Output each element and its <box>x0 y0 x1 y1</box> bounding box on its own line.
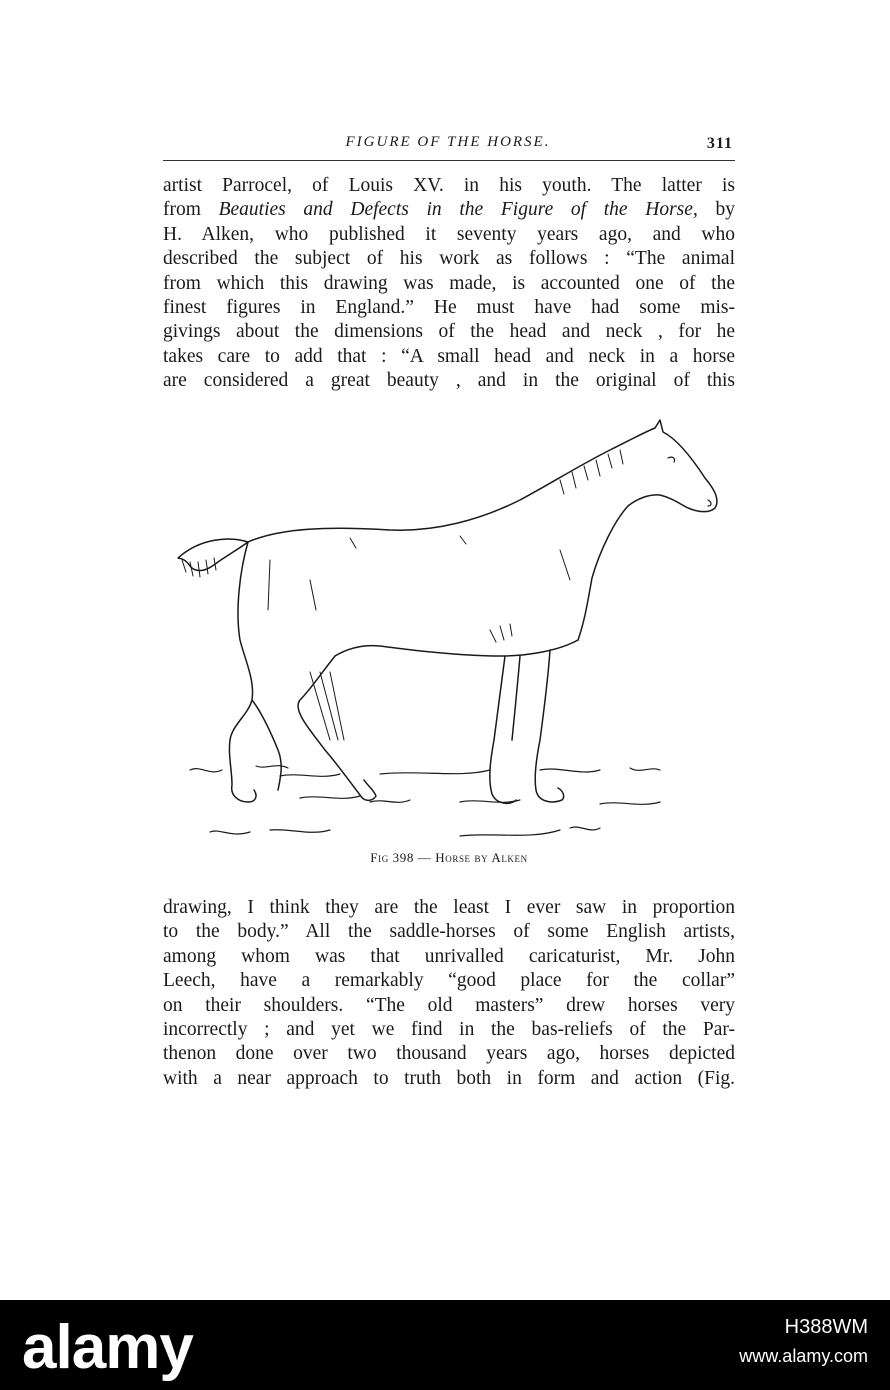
text-line: givings about the dimensions of the head and neck , for he <box>163 321 735 343</box>
horse-hind-leg-far <box>252 700 281 790</box>
horse-back-line <box>248 420 717 640</box>
header-rule <box>163 160 735 161</box>
text-line: incorrectly ; and yet we find in the bas-reliefs of the Par- <box>163 1018 735 1040</box>
image-id: H388WM <box>784 1316 868 1338</box>
watermark-url: www.alamy.com <box>739 1346 868 1366</box>
horse-inner-foreleg <box>512 656 520 740</box>
horse-belly-line <box>335 640 578 656</box>
watermark-bar <box>0 1300 890 1390</box>
text-line: artist Parrocel, of Louis XV. in his youth. The latter is <box>163 175 735 196</box>
horse-hind-leg-near <box>298 656 376 800</box>
figure-caption: Fig 398 — Horse by Alken <box>370 850 528 865</box>
text-line: described the subject of his work as follows : “The animal <box>163 248 735 270</box>
horse-fore-leg-far <box>490 656 516 803</box>
text-line: thenon done over two thousand years ago, horses depicted <box>163 1043 735 1065</box>
running-title: FIGURE OF THE HORSE. <box>345 134 551 150</box>
text-line: are considered a great beauty , and in the original of this <box>163 370 735 392</box>
book-title: Beauties and Defects in the Figure of the Horse <box>218 199 693 221</box>
horse-tail <box>178 539 248 570</box>
text-line: on their shoulders. “The old masters” drew horses very <box>163 994 735 1016</box>
running-head <box>163 134 733 158</box>
text-line: finest figures in England.” He must have had some mis- <box>163 296 735 318</box>
text-line: H. Alken, who published it seventy years ago, and who <box>163 223 735 245</box>
horse-nostril <box>708 500 711 506</box>
horse-hindquarter <box>229 542 256 802</box>
horse-illustration <box>160 410 740 850</box>
text-line: with a near approach to truth both in form and action (Fig. <box>163 1067 735 1089</box>
text-line: among whom was that unrivalled caricaturist, Mr. John <box>163 945 735 967</box>
top-paragraph <box>163 174 735 394</box>
text-line: from which this drawing was made, is accounted one of the <box>163 272 735 294</box>
horse-shading-marks <box>268 536 570 740</box>
horse-fore-leg-near <box>535 650 563 802</box>
alamy-logo: alamy <box>22 1313 193 1382</box>
text-line: to the body.” All the saddle-horses of some English artists, <box>163 921 735 943</box>
text-line: drawing, I think they are the least I ever saw in proportion <box>163 897 735 918</box>
text-line-with-book-title: from Beauties and Defects in the Figure of the Horse, by <box>163 199 735 221</box>
bottom-paragraph <box>163 896 735 1091</box>
text-line: Leech, have a remarkably “good place for the collar” <box>163 970 735 992</box>
ground-marks <box>190 766 660 836</box>
horse-eye <box>668 457 675 462</box>
text-line: takes care to add that : “A small head and neck in a horse <box>163 345 735 367</box>
horse-drawing <box>160 410 740 850</box>
page-number: 311 <box>706 135 733 152</box>
